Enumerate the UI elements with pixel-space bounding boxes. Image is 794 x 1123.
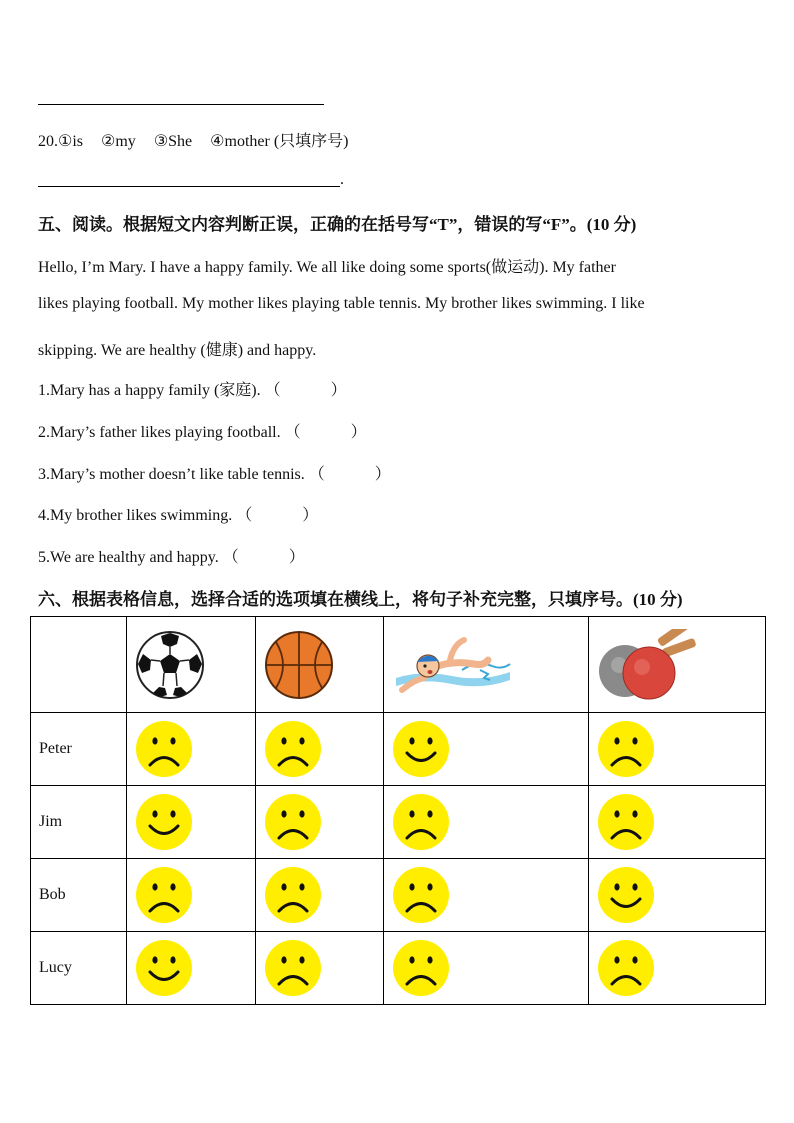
table-row [31, 786, 766, 859]
q20-option-4: ④mother [210, 133, 270, 150]
answer-line-20[interactable] [38, 186, 340, 187]
sad-face-icon [135, 720, 193, 778]
face-cell [589, 859, 766, 932]
q20-note: (只填序号) [273, 133, 349, 150]
paren-close: ） [330, 382, 347, 399]
tf-answer-4[interactable] [236, 502, 318, 525]
happy-face-icon [135, 939, 193, 997]
face-cell [256, 859, 384, 932]
q20-option-2: ②my [101, 133, 136, 150]
sports-table [30, 616, 766, 1005]
answer-line-19[interactable] [38, 104, 324, 105]
face-cell [256, 713, 384, 786]
face-cell [384, 932, 589, 1005]
corner-cell [31, 617, 127, 713]
paren-close: ） [374, 466, 391, 483]
face-cell [589, 786, 766, 859]
tf-question-2-text: 2.Mary’s father likes playing football. [38, 424, 281, 441]
paren-close: ） [288, 549, 305, 566]
tf-question-5-text: 5.We are healthy and happy. [38, 549, 219, 566]
happy-face-icon [392, 720, 450, 778]
tf-answer-1[interactable] [265, 377, 347, 400]
sad-face-icon [264, 793, 322, 851]
sad-face-icon [264, 939, 322, 997]
paren-open: （ [236, 507, 253, 524]
paren-close: ） [350, 424, 367, 441]
section6-heading: 六、根据表格信息，选择合适的选项填在横线上，将句子补充完整，只填序号。(10 分) [38, 590, 683, 609]
sad-face-icon [135, 866, 193, 924]
sad-face-icon [264, 720, 322, 778]
table-row [31, 859, 766, 932]
swimming-icon [392, 630, 514, 700]
tf-question-4 [38, 502, 318, 525]
row-name: Lucy [31, 932, 127, 1005]
face-cell [127, 713, 256, 786]
row-name: Peter [31, 713, 127, 786]
face-cell [384, 859, 589, 932]
tf-answer-5[interactable] [223, 544, 305, 567]
basketball-icon [264, 630, 334, 700]
passage-line-3: skipping. We are healthy (健康) and happy. [38, 342, 317, 359]
paren-open: （ [284, 424, 301, 441]
face-cell [256, 786, 384, 859]
paren-close: ） [302, 507, 319, 524]
face-cell [127, 859, 256, 932]
header-swimming [384, 617, 589, 713]
tf-question-3 [38, 461, 391, 484]
paren-open: （ [264, 382, 281, 399]
sad-face-icon [597, 939, 655, 997]
answer-line-20-period: . [340, 171, 344, 188]
paren-open: （ [308, 466, 325, 483]
tf-question-4-text: 4.My brother likes swimming. [38, 507, 233, 524]
sad-face-icon [597, 793, 655, 851]
tf-answer-2[interactable] [285, 419, 367, 442]
face-cell [256, 932, 384, 1005]
q20-option-1: ①is [58, 133, 84, 150]
tf-question-3-text: 3.Mary’s mother doesn’t like table tennis. [38, 466, 305, 483]
sad-face-icon [597, 720, 655, 778]
tf-question-1-text: 1.Mary has a happy family (家庭). [38, 382, 261, 399]
header-table-tennis [589, 617, 766, 713]
q20-option-3: ③She [153, 133, 193, 150]
happy-face-icon [135, 793, 193, 851]
face-cell [384, 786, 589, 859]
passage-line-2: likes playing football. My mother likes playing table tennis. My brother likes swimming. I like [38, 295, 645, 312]
q20-number: 20. [38, 133, 58, 150]
tf-question-1 [38, 377, 347, 400]
table-row [31, 713, 766, 786]
face-cell [127, 786, 256, 859]
tf-answer-3[interactable] [309, 461, 391, 484]
tf-question-5 [38, 544, 305, 567]
football-icon [135, 630, 205, 700]
sad-face-icon [392, 793, 450, 851]
row-name: Jim [31, 786, 127, 859]
sad-face-icon [392, 939, 450, 997]
sad-face-icon [392, 866, 450, 924]
passage-line-1: Hello, I’m Mary. I have a happy family. We all like doing some sports(做运动). My father [38, 259, 616, 276]
header-football [127, 617, 256, 713]
face-cell [127, 932, 256, 1005]
row-name: Bob [31, 859, 127, 932]
paren-open: （ [222, 549, 239, 566]
table-header-row [31, 617, 766, 713]
face-cell [589, 932, 766, 1005]
question-20 [38, 128, 349, 151]
happy-face-icon [597, 866, 655, 924]
section5-heading: 五、阅读。根据短文内容判断正误，正确的在括号写“T”，错误的写“F”。(10 分) [38, 215, 637, 234]
tf-question-2 [38, 419, 367, 442]
face-cell [384, 713, 589, 786]
header-basketball [256, 617, 384, 713]
table-tennis-icon [597, 629, 701, 701]
sad-face-icon [264, 866, 322, 924]
face-cell [589, 713, 766, 786]
table-row [31, 932, 766, 1005]
